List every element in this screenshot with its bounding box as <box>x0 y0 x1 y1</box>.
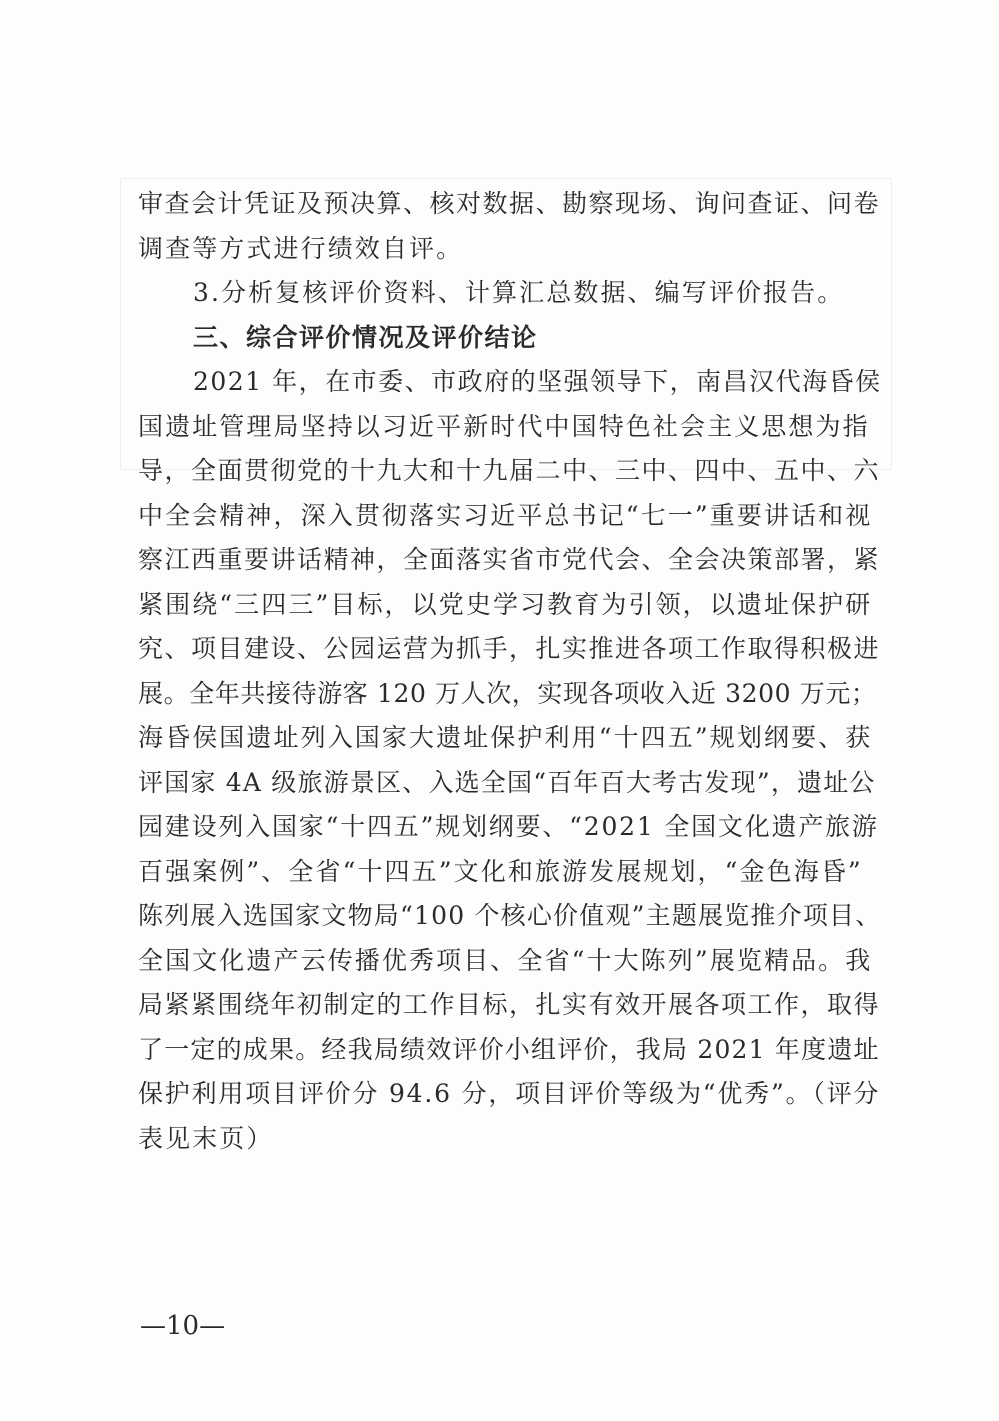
text-line: 察江西重要讲话精神，全面落实省市党代会、全会决策部署，紧 <box>138 545 881 574</box>
text-line: 究、项目建设、公园运营为抓手，扎实推进各项工作取得积极进 <box>138 634 881 663</box>
text-line: 2021 年，在市委、市政府的坚强领导下，南昌汉代海昏侯 <box>193 367 882 396</box>
text-line: 陈列展入选国家文物局“100 个核心价值观”主题展览推介项目、 <box>138 901 882 930</box>
text-line: 全国文化遗产云传播优秀项目、全省“十大陈列”展览精品。我 <box>138 945 873 975</box>
text-line: 国遗址管理局坚持以习近平新时代中国特色社会主义思想为指 <box>138 411 870 441</box>
text-line: 园建设列入国家“十四五”规划纲要、“2021 全国文化遗产旅游 <box>138 812 879 841</box>
text-line: 紧围绕“三四三”目标，以党史学习教育为引领，以遗址保护研 <box>138 589 873 619</box>
body-text <box>138 182 883 1161</box>
text-line: 评国家 4A 级旅游景区、入选全国“百年百大考古发现”，遗址公 <box>138 767 876 797</box>
text-line: 保护利用项目评价分 94.6 分，项目评价等级为“优秀”。（评分 <box>138 1079 881 1108</box>
text-line: 导，全面贯彻党的十九大和十九届二中、三中、四中、五中、六 <box>138 456 881 485</box>
text-line: 审查会计凭证及预决算、核对数据、勘察现场、询问查证、问卷 <box>138 189 881 218</box>
text-line: 百强案例”、全省“十四五”文化和旅游发展规划，“金色海昏” <box>138 856 863 886</box>
text-line: 局紧紧围绕年初制定的工作目标，扎实有效开展各项工作，取得 <box>138 990 881 1019</box>
page-number: —10— <box>140 1311 226 1341</box>
section-heading: 三、综合评价情况及评价结论 <box>193 322 538 352</box>
text-line: 展。全年共接待游客 120 万人次，实现各项收入近 3200 万元； <box>138 678 877 708</box>
text-line: 3.分析复核评价资料、计算汇总数据、编写评价报告。 <box>193 278 845 307</box>
text-line: 了一定的成果。经我局绩效评价小组评价，我局 2021 年度遗址 <box>138 1034 880 1064</box>
text-line: 中全会精神，深入贯彻落实习近平总书记“七一”重要讲话和视 <box>138 500 873 530</box>
text-line: 调查等方式进行绩效自评。 <box>138 233 464 263</box>
text-line: 海昏侯国遗址列入国家大遗址保护利用“十四五”规划纲要、获 <box>138 723 873 752</box>
text-line: 表见末页） <box>138 1123 274 1153</box>
